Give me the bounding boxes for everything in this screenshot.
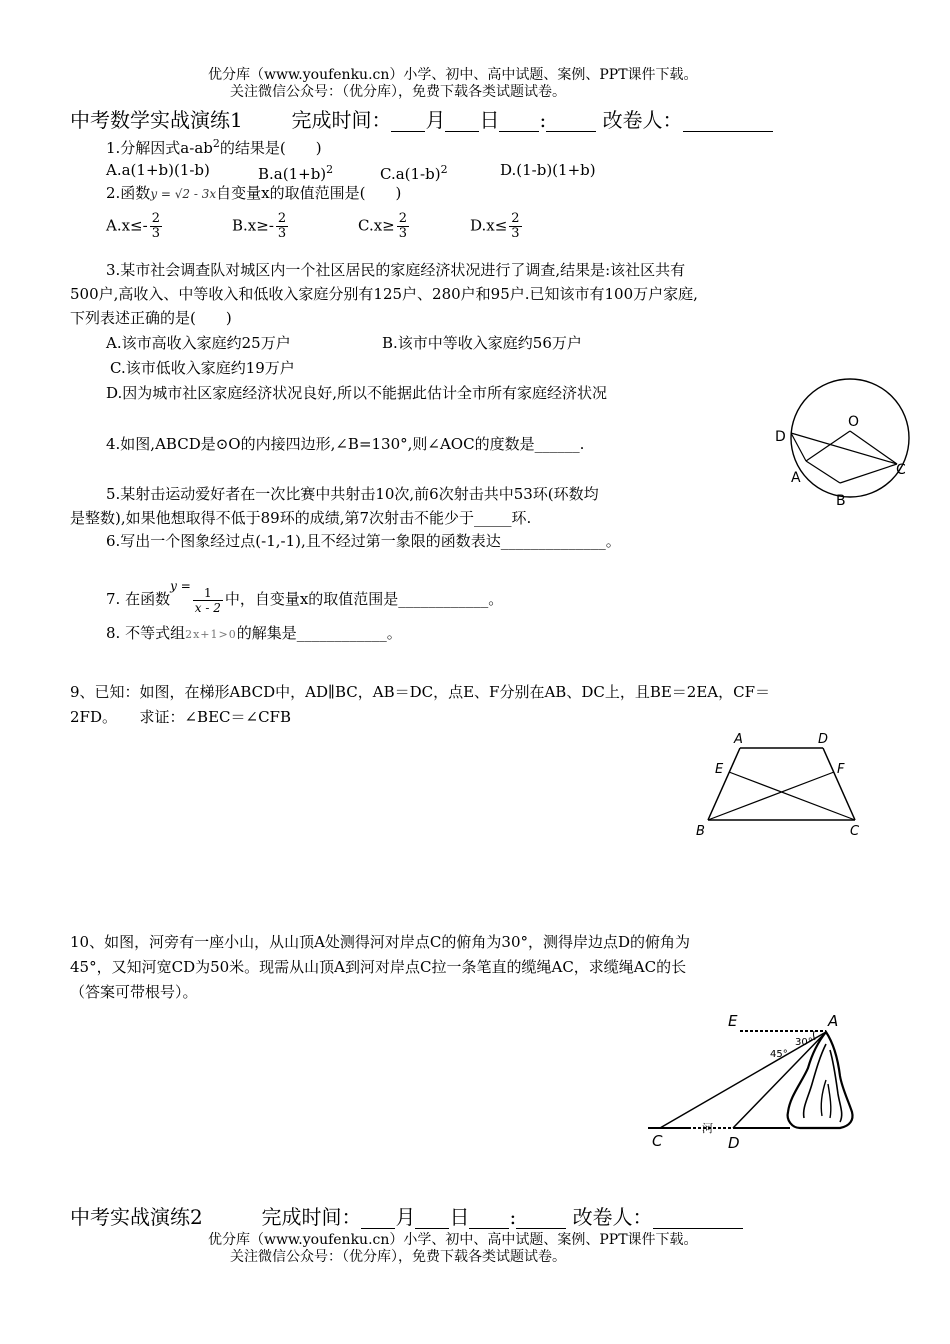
footer-line2: 关注微信公众号：（优分库），免费下载各类试题试卷。: [230, 1249, 566, 1265]
q1-option-a: A.a(1+b)(1-b): [106, 161, 210, 179]
header-line2: 关注微信公众号：（优分库），免费下载各类试题试卷。: [230, 84, 566, 100]
q6-text: 6.写出一个图象经过点(-1,-1),且不经过第一象限的函数表达______________。: [106, 532, 621, 550]
section1-time-label: 完成时间：: [291, 108, 392, 132]
label-a: A: [828, 1012, 839, 1030]
q3-option-c: C.该市低收入家庭约19万户: [110, 359, 295, 377]
header-line1: 优分库（www.youfenku.cn）小学、初中、高中试题、案例、PPT课件下载。: [208, 67, 698, 83]
q3-option-b: B.该市中等收入家庭约56万户: [382, 334, 582, 352]
label-a: A: [734, 732, 743, 747]
label-river: 河: [702, 1122, 713, 1135]
q8-text: 8. 不等式组2x+1>0的解集是____________。: [106, 624, 402, 642]
q2-stem: 2.函数y = √2 - 3x自变量x的取值范围是( ): [106, 184, 402, 202]
q2-option-a: A.x≤- $\frac{2}{3}$: [106, 211, 160, 241]
q3-line2: 500户,高收入、中等收入和低收入家庭分别有125户、280户和95户.已知该市有100万户家庭,: [70, 285, 698, 303]
label-d: D: [818, 732, 829, 747]
q2-option-d: D.x≤ $\frac{2}{3}$: [470, 211, 520, 241]
q2-option-c: C.x≥ $\frac{2}{3}$: [358, 211, 408, 241]
section2-reviewer: 改卷人：: [572, 1205, 653, 1229]
day-label: 日: [479, 108, 500, 132]
label-b: B: [696, 824, 705, 839]
q5-line1: 5.某射击运动爱好者在一次比赛中共射击10次,前6次射击共中53环(环数均: [106, 485, 599, 503]
q10-line1: 10、如图，河旁有一座小山，从山顶A处测得河对岸点C的俯角为30°，测得岸边点D的俯角为: [70, 933, 691, 951]
section2-time-label: 完成时间：: [261, 1205, 362, 1229]
segment-oc: [850, 431, 897, 464]
month-label-2: 月: [395, 1205, 416, 1229]
section2-title-row: [70, 1205, 743, 1229]
q5-line2: 是整数),如果他想取得不低于89环的成绩,第7次射击不能少于_____环.: [70, 509, 532, 527]
section1-title-row: [70, 108, 773, 132]
hill-inner-2: [821, 1080, 831, 1118]
q1-option-d: D.(1-b)(1+b): [500, 161, 596, 179]
label-o: O: [848, 414, 860, 430]
footer-line1: 优分库（www.youfenku.cn）小学、初中、高中试题、案例、PPT课件下载。: [208, 1232, 698, 1248]
label-d: D: [728, 1134, 740, 1152]
label-30: 30°: [795, 1037, 813, 1048]
label-e: E: [728, 1012, 738, 1030]
colon-label: :: [539, 108, 547, 132]
colon-label-2: :: [509, 1205, 517, 1229]
label-45: 45°: [770, 1049, 788, 1060]
q7-text: 7. 在函数$^{y =}$ $\frac{1}{x - 2}$ 中，自变量x的取值范围是____________。: [106, 579, 504, 615]
circle-figure: [770, 376, 920, 514]
q10-line2: 45°，又知河宽CD为50米。现需从山顶A到河对岸点C拉一条笔直的缆绳AC，求缆绳AC的长: [70, 958, 687, 976]
day-label-2: 日: [449, 1205, 470, 1229]
segment-ab: [806, 461, 840, 483]
segment-bc: [840, 464, 897, 483]
label-b: B: [836, 493, 846, 509]
hill-figure: [640, 1004, 870, 1154]
month-label: 月: [425, 108, 446, 132]
label-c: C: [652, 1132, 663, 1150]
q3-option-a: A.该市高收入家庭约25万户: [106, 334, 291, 352]
q9-line2: 2FD。 求证：∠BEC＝∠CFB: [70, 708, 291, 726]
q10-line3: （答案可带根号）。: [70, 983, 198, 1001]
segment-ao: [806, 431, 850, 461]
q1-option-b: $B.a(1+b)^2$: [258, 163, 334, 183]
q2-option-b: B.x≥- $\frac{2}{3}$: [232, 211, 287, 241]
section1-title: 中考数学实战演练1: [70, 108, 243, 132]
label-c: C: [850, 824, 860, 839]
trapezoid-figure: [690, 726, 870, 842]
q9-line1: 9、已知：如图，在梯形ABCD中，AD∥BC，AB＝DC，点E、F分别在AB、DC上，且BE＝2EA，CF＝: [70, 683, 771, 701]
section2-title: 中考实战演练2: [70, 1205, 203, 1229]
segment-dc: [791, 433, 897, 464]
q4-text: 4.如图,ABCD是⊙O的内接四边形,∠B=130°,则∠AOC的度数是______.: [106, 435, 585, 453]
q3-line3: 下列表述正确的是( ): [70, 309, 232, 327]
label-e: E: [715, 762, 724, 777]
q3-option-d: D.因为城市社区家庭经济状况良好,所以不能据此估计全市所有家庭经济状况: [106, 384, 608, 402]
label-f: F: [837, 762, 845, 777]
section1-reviewer: 改卷人：: [602, 108, 683, 132]
label-a: A: [791, 470, 801, 486]
label-d: D: [775, 429, 786, 445]
q3-line1: 3.某市社会调查队对城区内一个社区居民的家庭经济状况进行了调查,结果是:该社区共有: [106, 261, 686, 279]
q1-stem: 1.分解因式$a-ab^2$的结果是( ): [106, 137, 322, 157]
q1-option-c: $C.a(1-b)^2$: [380, 163, 448, 183]
label-c: C: [896, 462, 906, 478]
